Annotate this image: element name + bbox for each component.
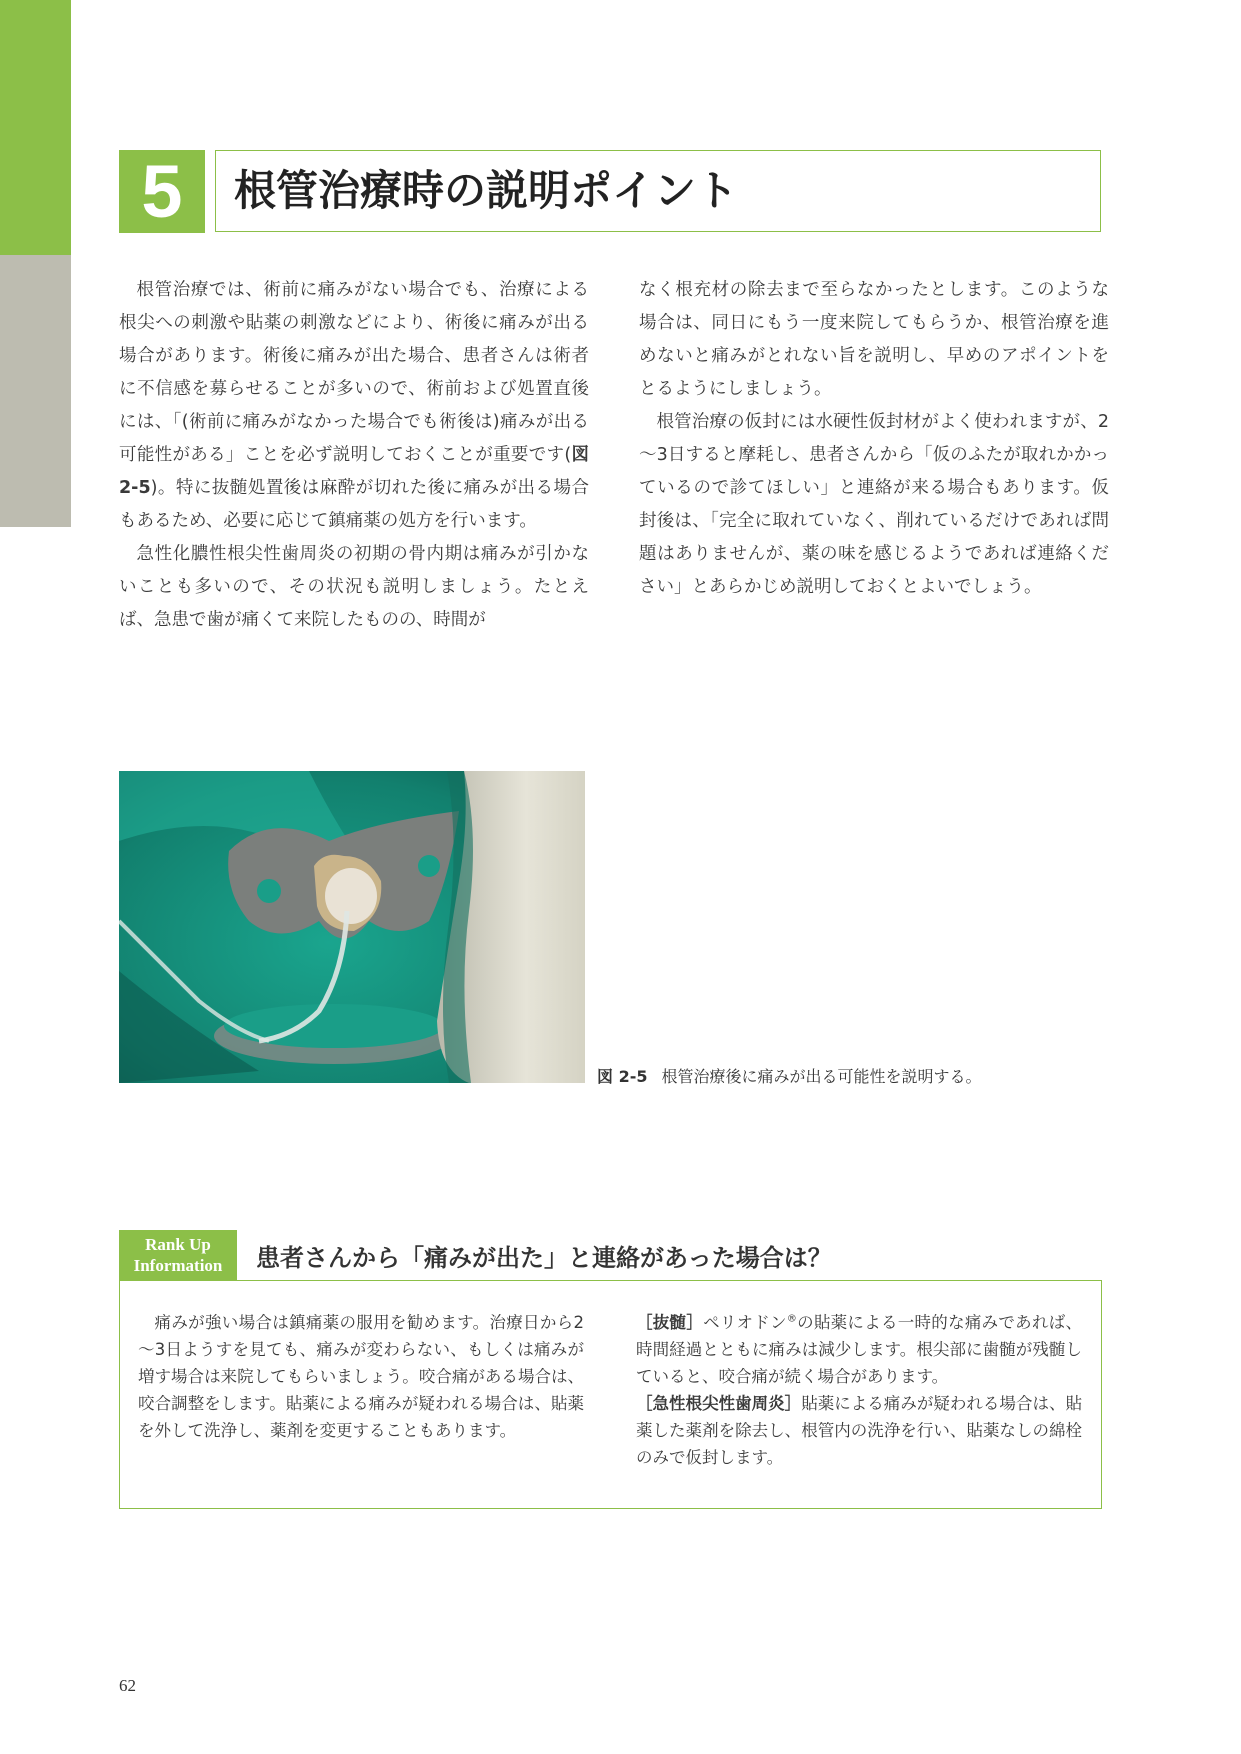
- body-column-right: [639, 274, 1109, 604]
- section-number: 5: [119, 150, 205, 233]
- section-title: 根管治療時の説明ポイント: [234, 166, 739, 215]
- rank-up-box: [119, 1280, 1102, 1509]
- body-column-left: [119, 274, 589, 637]
- page-number: 62: [119, 1676, 136, 1695]
- side-tab-gray: [0, 255, 71, 527]
- paragraph: 根管治療の仮封には水硬性仮封材がよく使われますが、2～3日すると摩耗し、患者さんから「仮のふたが取れかかっているので診てほしい」と連絡が来る場合もあります。仮封後は、「完全に取れていなく、削れているだけであれば問題はありませんが、薬の味を感じるようであれば連絡ください」とあらかじめ説明しておくとよいでしょう。: [639, 412, 1109, 597]
- term-label: ［抜髄］: [636, 1313, 704, 1332]
- clinical-photo: [119, 771, 585, 1083]
- rank-up-title: 患者さんから「痛みが出た」と連絡があった場合は？: [256, 1244, 832, 1272]
- figure-label: 図 2-5: [597, 1067, 648, 1086]
- term-label: ［急性根尖性歯周炎］: [636, 1394, 802, 1413]
- paragraph: なく根充材の除去まで至らなかったとします。このような場合は、同日にもう一度来院してもらうか、根管治療を進めないと痛みがとれない旨を説明し、早めのアポイントをとるようにしましょう。: [639, 280, 1109, 399]
- paragraph: ［抜髄］ペリオドン®の貼薬による一時的な痛みであれば、時間経過とともに痛みは減少します。根尖部に歯髄が残髄していると、咬合痛が続く場合があります。: [636, 1313, 1083, 1386]
- rank-up-column-right: [636, 1309, 1082, 1471]
- paragraph: ［急性根尖性歯周炎］貼薬による痛みが疑われる場合は、貼薬した薬剤を除去し、根管内の洗浄を行い、貼薬なしの綿栓のみで仮封します。: [636, 1394, 1083, 1467]
- rubber-dam-tooth-illustration: [119, 771, 585, 1083]
- rank-up-badge: Rank Up Information: [119, 1230, 237, 1280]
- section-title-box: [215, 150, 1101, 232]
- paragraph: 痛みが強い場合は鎮痛薬の服用を勧めます。治療日から2～3日ようすを見ても、痛みが変わらない、もしくは痛みが増す場合は来院してもらいましょう。咬合痛がある場合は、咬合調整をします。貼薬による痛みが疑われる場合は、貼薬を外して洗浄し、薬剤を変更することもあります。: [138, 1313, 584, 1440]
- figure-reference: 図 2-5: [119, 445, 590, 498]
- figure-caption: [597, 1064, 982, 1087]
- paragraph: 根管治療では、術前に痛みがない場合でも、治療による根尖への刺激や貼薬の刺激などにより、術後に痛みが出る場合があります。術後に痛みが出た場合、患者さんは術者に不信感を募らせることが多いので、術前および処置直後には、「(術前に痛みがなかった場合でも術後は)痛みが出る可能性がある」ことを必ず説明しておくことが重要です(図 2-5)。特に抜髄処置後は麻酔が切れた後に痛みが出る場合もあるため、必要に応じて鎮痛薬の処方を行います。: [119, 280, 590, 531]
- rank-up-column-left: [138, 1309, 584, 1444]
- figure-caption-text: 根管治療後に痛みが出る可能性を説明する。: [661, 1067, 982, 1086]
- paragraph: 急性化膿性根尖性歯周炎の初期の骨内期は痛みが引かないことも多いので、その状況も説明しましょう。たとえば、急患で歯が痛くて来院したものの、時間が: [119, 544, 589, 630]
- side-tab-green: [0, 0, 71, 255]
